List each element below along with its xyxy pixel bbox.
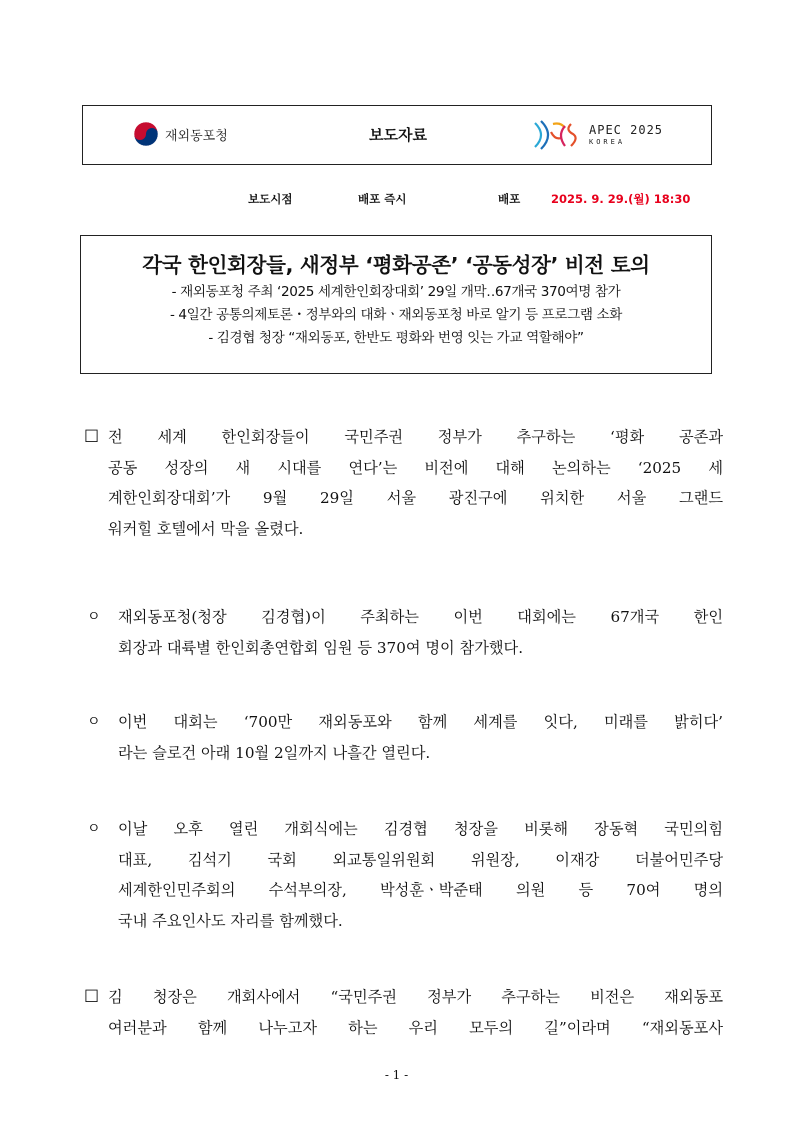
paragraph-line: 전 세계 한인회장들이 국민주권 정부가 추구하는 ‘평화 공존과 (108, 428, 723, 446)
square-bullet: □ (84, 425, 100, 444)
paragraph-line: 김 청장은 개회사에서 “국민주권 정부가 추구하는 비전은 재외동포 (108, 988, 723, 1006)
doc-type-label: 보도자료 (369, 126, 427, 144)
headline-title: 각국 한인회장들, 새정부 ‘평화공존’ ‘공동성장’ 비전 토의 (142, 253, 650, 277)
headline-subtitle: - 4일간 공통의제토론・정부와의 대화ㆍ재외동포청 바로 알기 등 프로그램 소화 (170, 307, 622, 323)
paragraph-line: 회장과 대륙별 한인회총연합회 임원 등 370여 명이 참가했다. (118, 638, 524, 657)
paragraph-line: 국내 주요인사도 자리를 함께했다. (118, 911, 343, 930)
page-number: - 1 - (384, 1068, 409, 1082)
release-time-value: 배포 즉시 (358, 192, 407, 206)
circle-bullet: ㅇ (87, 609, 101, 625)
headline-box (80, 235, 712, 374)
paragraph-line: 이번 대회는 ‘700만 재외동포와 함께 세계를 잇다, 미래를 밝히다’ (118, 713, 723, 731)
paragraph-line: 워커힐 호텔에서 막을 올렸다. (108, 519, 304, 538)
paragraph-line: 계한인회장대회’가 9월 29일 서울 광진구에 위치한 서울 그랜드 (108, 489, 723, 507)
paragraph-line: 공동 성장의 새 시대를 연다’는 비전에 대해 논의하는 ‘2025 세 (108, 458, 723, 477)
paragraph-line: 세계한인민주회의 수석부의장, 박성훈ㆍ박준태 의원 등 70여 명의 (118, 881, 723, 899)
agency-logo (133, 121, 228, 147)
body-paragraph (118, 814, 723, 936)
apec-logo (531, 118, 663, 152)
square-bullet: □ (84, 985, 100, 1004)
paragraph-line: 이날 오후 열린 개회식에는 김경협 청장을 비롯해 장동혁 국민의힘 (118, 820, 723, 838)
body-paragraph (108, 982, 723, 1043)
paragraph-line: 대표, 김석기 국회 외교통일위원회 위원장, 이재강 더불어민주당 (118, 850, 723, 869)
headline-subtitle: - 김경협 청장 “재외동포, 한반도 평화와 번영 잇는 가교 역할해야” (208, 330, 584, 346)
header-box (82, 105, 712, 165)
release-time-label: 보도시점 (248, 192, 293, 206)
body-paragraph (108, 422, 723, 544)
distribution-label: 배포 (498, 192, 521, 206)
body-paragraph (118, 707, 723, 768)
distribution-value: 2025. 9. 29.(월) 18:30 (551, 192, 691, 206)
paragraph-line: 재외동포청(청장 김경협)이 주최하는 이번 대회에는 67개국 한인 (118, 608, 723, 626)
circle-bullet: ㅇ (87, 714, 101, 730)
apec-title: APEC 2025 (589, 123, 664, 137)
agency-name: 재외동포청 (165, 128, 228, 144)
apec-emblem-icon (531, 118, 583, 152)
apec-subtitle: KOREA (589, 138, 626, 146)
paragraph-line: 라는 슬로건 아래 10월 2일까지 나흘간 열린다. (118, 743, 431, 762)
taegeuk-logo-icon (133, 121, 159, 147)
paragraph-line: 여러분과 함께 나누고자 하는 우리 모두의 길”이라며 “재외동포사 (108, 1018, 723, 1037)
body-paragraph (118, 602, 723, 663)
headline-subtitle: - 재외동포청 주최 ‘2025 세계한인회장대회’ 29일 개막‥67개국 370여명 참가 (171, 284, 621, 300)
circle-bullet: ㅇ (87, 821, 101, 837)
